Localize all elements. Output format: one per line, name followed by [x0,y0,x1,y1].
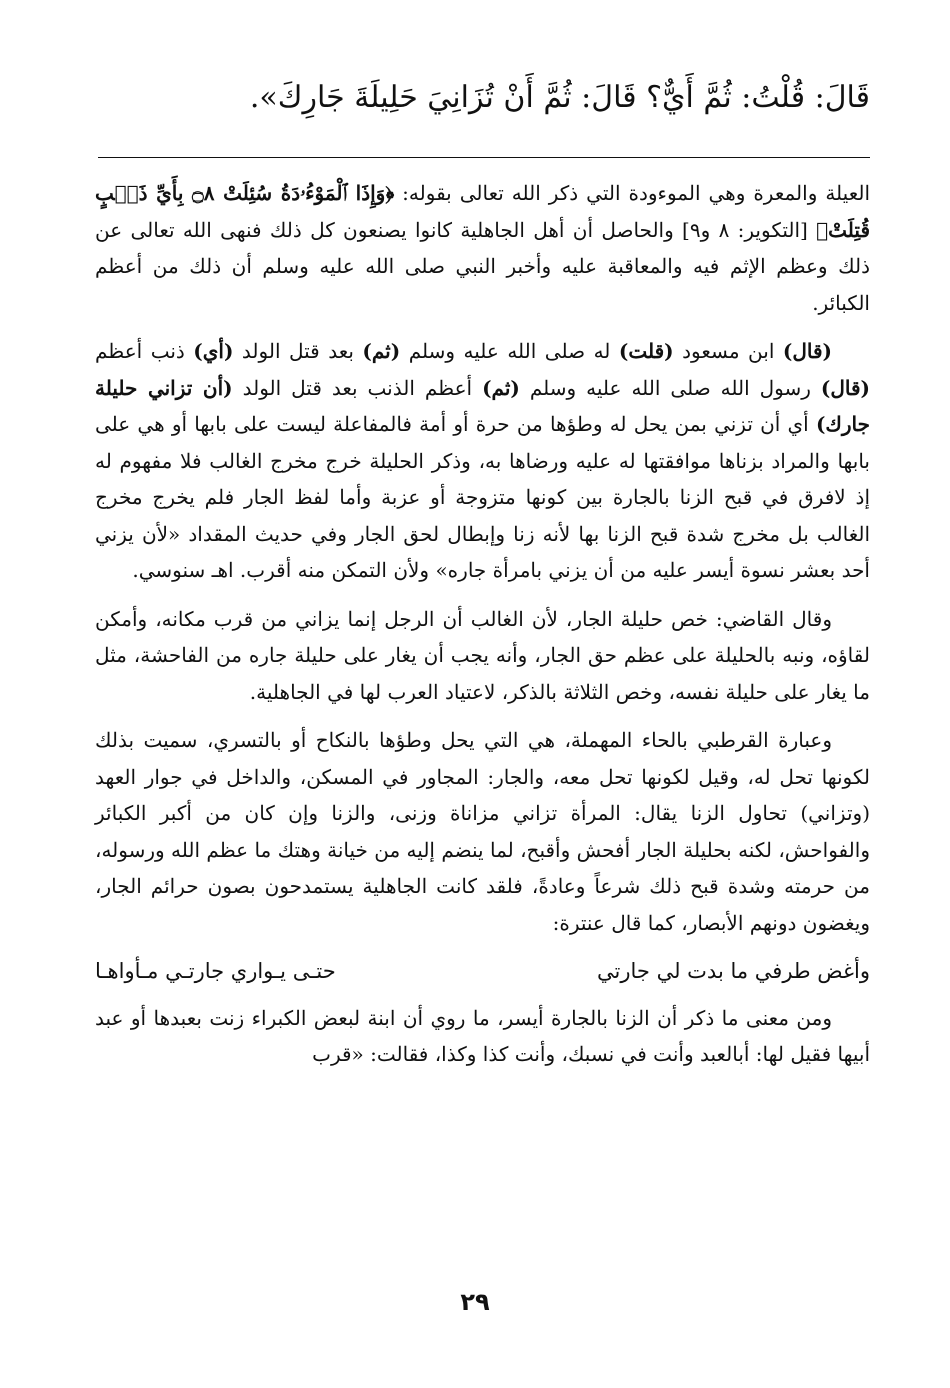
paragraph-2 [95,333,870,589]
paragraph-5: ومن معنى ما ذكر أن الزنا بالجارة أيسر، ما روي أن ابنة لبعض الكبراء زنت بعبدها أو عبد أبيها فقيل لها: أبالعبد وأنت في نسبك، وأنت كذا وكذا، فقالت: «قرب [95,1005,870,1066]
keyword: (قلت) [618,339,674,363]
paragraph-1-text-a: العيلة والمعرة وهي الموءودة التي ذكر الله تعالى بقوله: [394,181,871,205]
keyword: (ثم) [362,339,401,363]
page-number: ٢٩ [460,1288,490,1316]
text-run: ابن مسعود [673,339,783,363]
keyword: (أن تزاني حليلة جارك) [95,375,870,436]
text-run: ذنب أعظم [95,339,194,363]
hadith-text: قَالَ: قُلْتُ: ثُمَّ أَيٌّ؟ قَالَ: ثُمَّ أَنْ تُزَانِيَ حَلِيلَةَ جَارِكَ». [249,80,870,115]
commentary-body [95,175,870,1085]
paragraph-1 [95,175,870,321]
keyword: (قال) [820,375,871,400]
keyword: (قال) [782,339,832,363]
text-run: له صلى الله عليه وسلم [400,339,619,363]
verse-second-hemistich: حتـى يـواري جارتـي مـأواهـا [95,959,336,983]
paragraph-1-text-b: [التكوير: ٨ و٩] والحاصل أن أهل الجاهلية كانوا يصنعون كل ذلك فنهى الله تعالى عن ذلك وعظم الإثم فيه والمعاقبة عليه وأخبر النبي صلى الله عليه وسلم أن ذلك من أعظم الكبائر. [95,217,870,315]
keyword: (ثم) [482,375,520,400]
verse-first-hemistich: وأغض طرفي ما بدت لي جارتي [597,959,870,983]
text-run: أي أن تزني بمن يحل له وطؤها من حرة أو أمة فالمفاعلة ليست على بابها أو هي على بابها والمراد بزناها موافقتها له عليه ورضاها به، وذكر الحليلة خرج مخرج الغالب فلا مفهوم له إذ لافرق في قبح الزنا بالجارة بين كونها متزوجة أو عزبة وأما لفظ الجار فلم يخرج مخرج الغالب بل مخرج شدة قبح الزنا بها لأنه زنا وإبطال لحق الجار وفي حديث المقداد «لأن يزني أحد بعشر نسوة أيسر عليه من أن يزني بامرأة جاره» ولأن التمكن منه أقرب. اهـ سنوسي. [95,412,870,582]
text-run: أعظم الذنب بعد قتل الولد [232,375,483,400]
keyword: (أي) [193,339,234,363]
paragraph-3: وقال القاضي: خص حليلة الجار، لأن الغالب أن الرجل إنما يزاني من قرب مكانه، وأمكن لقاؤه، ونبه بالحليلة على عظم حق الجار، وأنه يجب أن يغار على حليلة جاره من الفاحشة، مثل ما يغار على حليلة نفسه، وخص الثلاثة بالذكر، لاعتياد العرب لها في الجاهلية. [95,606,870,704]
text-run: رسول الله صلى الله عليه وسلم [519,375,821,400]
quran-verse: ﴿وَإِذَا ٱلْمَوْءُۥدَةُ سُئِلَتْ ۝٨ بِأَيِّ ذَنۢبٍ قُتِلَتْ﴾ [95,181,871,242]
footnote-divider [98,157,870,158]
poetry-verse [95,953,870,990]
paragraph-4: وعبارة القرطبي بالحاء المهملة، هي التي يحل وطؤها بالنكاح أو بالتسري، سميت بذلك لكونها تحل له، وقيل لكونها تحل معه، والجار: المجاور في المسكن، والداخل في جوار العهد (وتزاني) تحاول الزنا يقال: المرأة تزاني مزاناة وزنى، والزنا وإن كان من أكبر الكبائر والفواحش، لكنه بحليلة الجار أفحش وأقبح، لما ينضم إليه من خيانة وهتك ما عظم الله ورسوله، من حرمته وشدة قبح ذلك شرعاً وعادةً، فلقد كانت الجاهلية يستمدحون بصون حرائم الجار، ويغضون دونهم الأبصار، كما قال عنترة: [95,728,870,935]
text-run: بعد قتل الولد [233,339,363,363]
